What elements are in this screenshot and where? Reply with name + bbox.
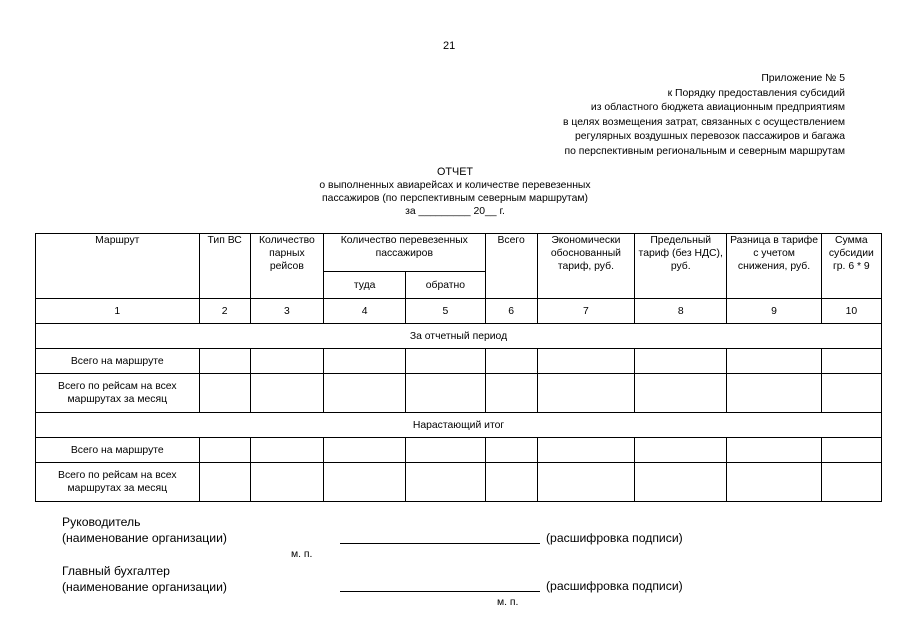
column-number: 6: [485, 299, 537, 324]
section-reporting-period: За отчетный период: [36, 324, 882, 349]
head-title: Руководитель: [62, 515, 141, 529]
head-signature-block: [62, 514, 227, 546]
empty-cell: [485, 463, 537, 502]
table-row: [36, 463, 882, 502]
report-subtitle: о выполненных авиарейсах и количестве перевезенных: [319, 180, 591, 191]
empty-cell: [324, 349, 406, 374]
empty-cell: [485, 438, 537, 463]
table-row: [36, 374, 882, 413]
empty-cell: [250, 438, 323, 463]
appendix-line: в целях возмещения затрат, связанных с осуществлением: [562, 116, 845, 128]
column-number: 5: [406, 299, 485, 324]
period-prefix: за: [405, 206, 416, 217]
accountant-signature-line: [340, 591, 540, 592]
column-number: 4: [324, 299, 406, 324]
header-there: туда: [324, 272, 406, 299]
row-label: Всего на маршруте: [36, 349, 200, 374]
column-number: 2: [199, 299, 250, 324]
table-row: [36, 349, 882, 374]
report-subtitle: пассажиров (по перспективным северным маршрутам): [322, 193, 588, 204]
column-number: 7: [537, 299, 634, 324]
empty-cell: [635, 349, 727, 374]
empty-cell: [324, 438, 406, 463]
empty-cell: [199, 463, 250, 502]
header-max-tariff: Предельный тариф (без НДС), руб.: [635, 234, 727, 299]
header-economic-tariff: Экономически обоснованный тариф, руб.: [537, 234, 634, 299]
period-year: 20__ г.: [473, 206, 505, 217]
empty-cell: [537, 463, 634, 502]
column-number-row: [36, 299, 882, 324]
empty-cell: [537, 349, 634, 374]
row-label: Всего на маршруте: [36, 438, 200, 463]
empty-cell: [727, 374, 821, 413]
row-label: Всего по рейсам на всех маршрутах за месяц: [36, 463, 200, 502]
empty-cell: [199, 349, 250, 374]
report-table: [35, 233, 882, 502]
row-label: Всего по рейсам на всех маршрутах за месяц: [36, 374, 200, 413]
section-cumulative: Нарастающий итог: [36, 413, 882, 438]
period-blank: _________: [418, 206, 471, 217]
empty-cell: [727, 349, 821, 374]
report-title: ОТЧЕТ: [437, 166, 473, 178]
empty-cell: [250, 463, 323, 502]
empty-cell: [406, 349, 485, 374]
header-back: обратно: [406, 272, 485, 299]
appendix-note: [445, 72, 845, 159]
empty-cell: [199, 438, 250, 463]
report-period: [280, 205, 630, 218]
column-number: 3: [250, 299, 323, 324]
column-number: 10: [821, 299, 881, 324]
empty-cell: [199, 374, 250, 413]
appendix-line: по перспективным региональным и северным маршрутам: [564, 145, 845, 157]
accountant-signature-block: [62, 563, 227, 595]
empty-cell: [406, 438, 485, 463]
empty-cell: [727, 463, 821, 502]
header-route: Маршрут: [36, 234, 200, 299]
empty-cell: [537, 374, 634, 413]
header-total: Всего: [485, 234, 537, 299]
empty-cell: [821, 463, 881, 502]
appendix-line: из областного бюджета авиационным предприятиям: [590, 102, 845, 113]
head-org: (наименование организации): [62, 531, 227, 545]
header-passengers: Количество перевезенных пассажиров: [324, 234, 486, 272]
empty-cell: [821, 438, 881, 463]
header-difference: Разница в тарифе с учетом снижения, руб.: [727, 234, 821, 299]
accountant-org: (наименование организации): [62, 580, 227, 594]
header-aircraft-type: Тип ВС: [199, 234, 250, 299]
header-subsidy-sum: Сумма субсидии гр. 6 * 9: [821, 234, 881, 299]
empty-cell: [727, 438, 821, 463]
empty-cell: [250, 374, 323, 413]
empty-cell: [821, 349, 881, 374]
head-signature-line: [340, 543, 540, 544]
head-signature-decode: (расшифровка подписи): [546, 531, 683, 545]
empty-cell: [635, 374, 727, 413]
report-heading: [280, 166, 630, 218]
empty-cell: [635, 463, 727, 502]
empty-cell: [406, 374, 485, 413]
accountant-title: Главный бухгалтер: [62, 564, 170, 578]
appendix-line: Приложение № 5: [761, 73, 845, 84]
empty-cell: [635, 438, 727, 463]
empty-cell: [250, 349, 323, 374]
empty-cell: [324, 463, 406, 502]
empty-cell: [485, 349, 537, 374]
empty-cell: [485, 374, 537, 413]
empty-cell: [324, 374, 406, 413]
appendix-line: регулярных воздушных перевозок пассажиров и багажа: [575, 131, 845, 142]
page-number: 21: [443, 40, 456, 52]
header-flights-count: Количество парных рейсов: [250, 234, 323, 299]
accountant-signature-decode: (расшифровка подписи): [546, 579, 683, 593]
appendix-line: к Порядку предоставления субсидий: [667, 87, 845, 99]
empty-cell: [406, 463, 485, 502]
table-row: [36, 438, 882, 463]
head-stamp-mark: м. п.: [291, 549, 313, 560]
empty-cell: [537, 438, 634, 463]
column-number: 8: [635, 299, 727, 324]
column-number: 9: [727, 299, 821, 324]
accountant-stamp-mark: м. п.: [497, 597, 519, 608]
column-number: 1: [36, 299, 200, 324]
empty-cell: [821, 374, 881, 413]
